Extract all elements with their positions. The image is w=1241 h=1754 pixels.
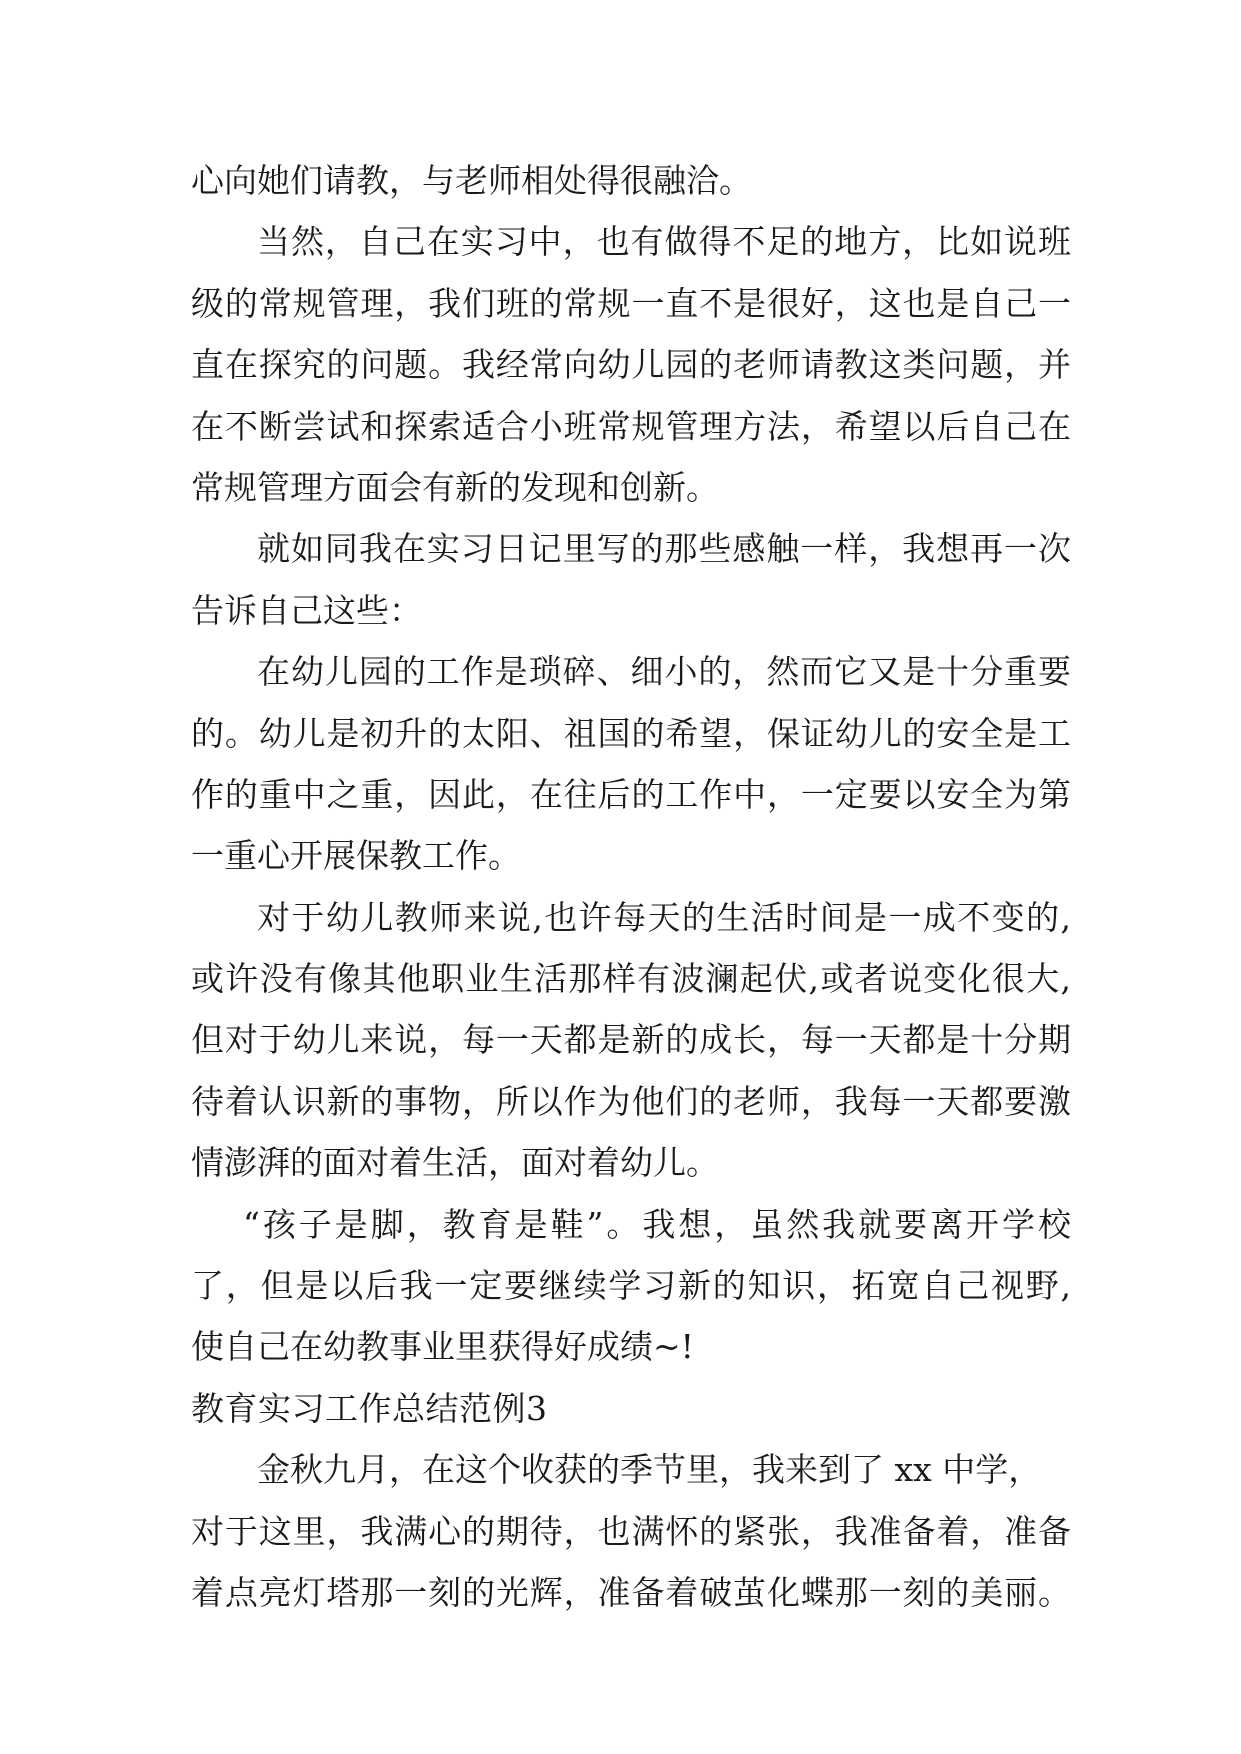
paragraph-line: 待着认识新的事物，所以作为他们的老师，我每一天都要激 [191,1081,1071,1121]
paragraph-line: 但对于幼儿来说，每一天都是新的成长，每一天都是十分期 [191,1020,1071,1060]
paragraph-line: 就如同我在实习日记里写的那些感触一样，我想再一次 [257,529,1071,569]
paragraph-line: 心向她们请教，与老师相处得很融洽。 [191,161,752,200]
section-heading: 教育实习工作总结范例3 [191,1388,548,1428]
paragraph-line: 了，但是以后我一定要继续学习新的知识，拓宽自己视野, [191,1266,1071,1306]
paragraph-line: 常规管理方面会有新的发现和创新。 [191,467,719,507]
document-body [191,150,1071,1623]
paragraph-line: 对于幼儿教师来说,也许每天的生活时间是一成不变的, [257,897,1071,937]
paragraph-line: 的。幼儿是初升的太阳、祖国的希望，保证幼儿的安全是工 [191,713,1071,753]
paragraph-line: 情澎湃的面对着生活，面对着幼儿。 [191,1143,719,1183]
paragraph-line: 一重心开展保教工作。 [191,836,521,876]
paragraph-line: “孩子是脚，教育是鞋”。我想，虽然我就要离开学校 [243,1204,1071,1244]
paragraph-line: 对于这里，我满心的期待，也满怀的紧张，我准备着，准备 [191,1511,1071,1551]
paragraph-line: 当然，自己在实习中，也有做得不足的地方，比如说班 [257,222,1071,262]
paragraph-line: 在不断尝试和探索适合小班常规管理方法，希望以后自己在 [191,406,1071,446]
paragraph-line: 作的重中之重，因此，在往后的工作中，一定要以安全为第 [191,774,1071,814]
paragraph-line: 或许没有像其他职业生活那样有波澜起伏,或者说变化很大, [191,959,1071,999]
paragraph-line: 使自己在幼教事业里获得好成绩~! [191,1327,694,1367]
paragraph-line: 级的常规管理，我们班的常规一直不是很好，这也是自己一 [191,283,1071,323]
paragraph-line: 直在探究的问题。我经常向幼儿园的老师请教这类问题，并 [191,345,1071,385]
paragraph-line: 金秋九月，在这个收获的季节里，我来到了 xx 中学， [257,1450,1042,1490]
paragraph-line: 告诉自己这些： [191,590,422,630]
paragraph-line: 着点亮灯塔那一刻的光辉，准备着破茧化蝶那一刻的美丽。 [191,1572,1071,1612]
paragraph-line: 在幼儿园的工作是琐碎、细小的，然而它又是十分重要 [257,652,1071,692]
